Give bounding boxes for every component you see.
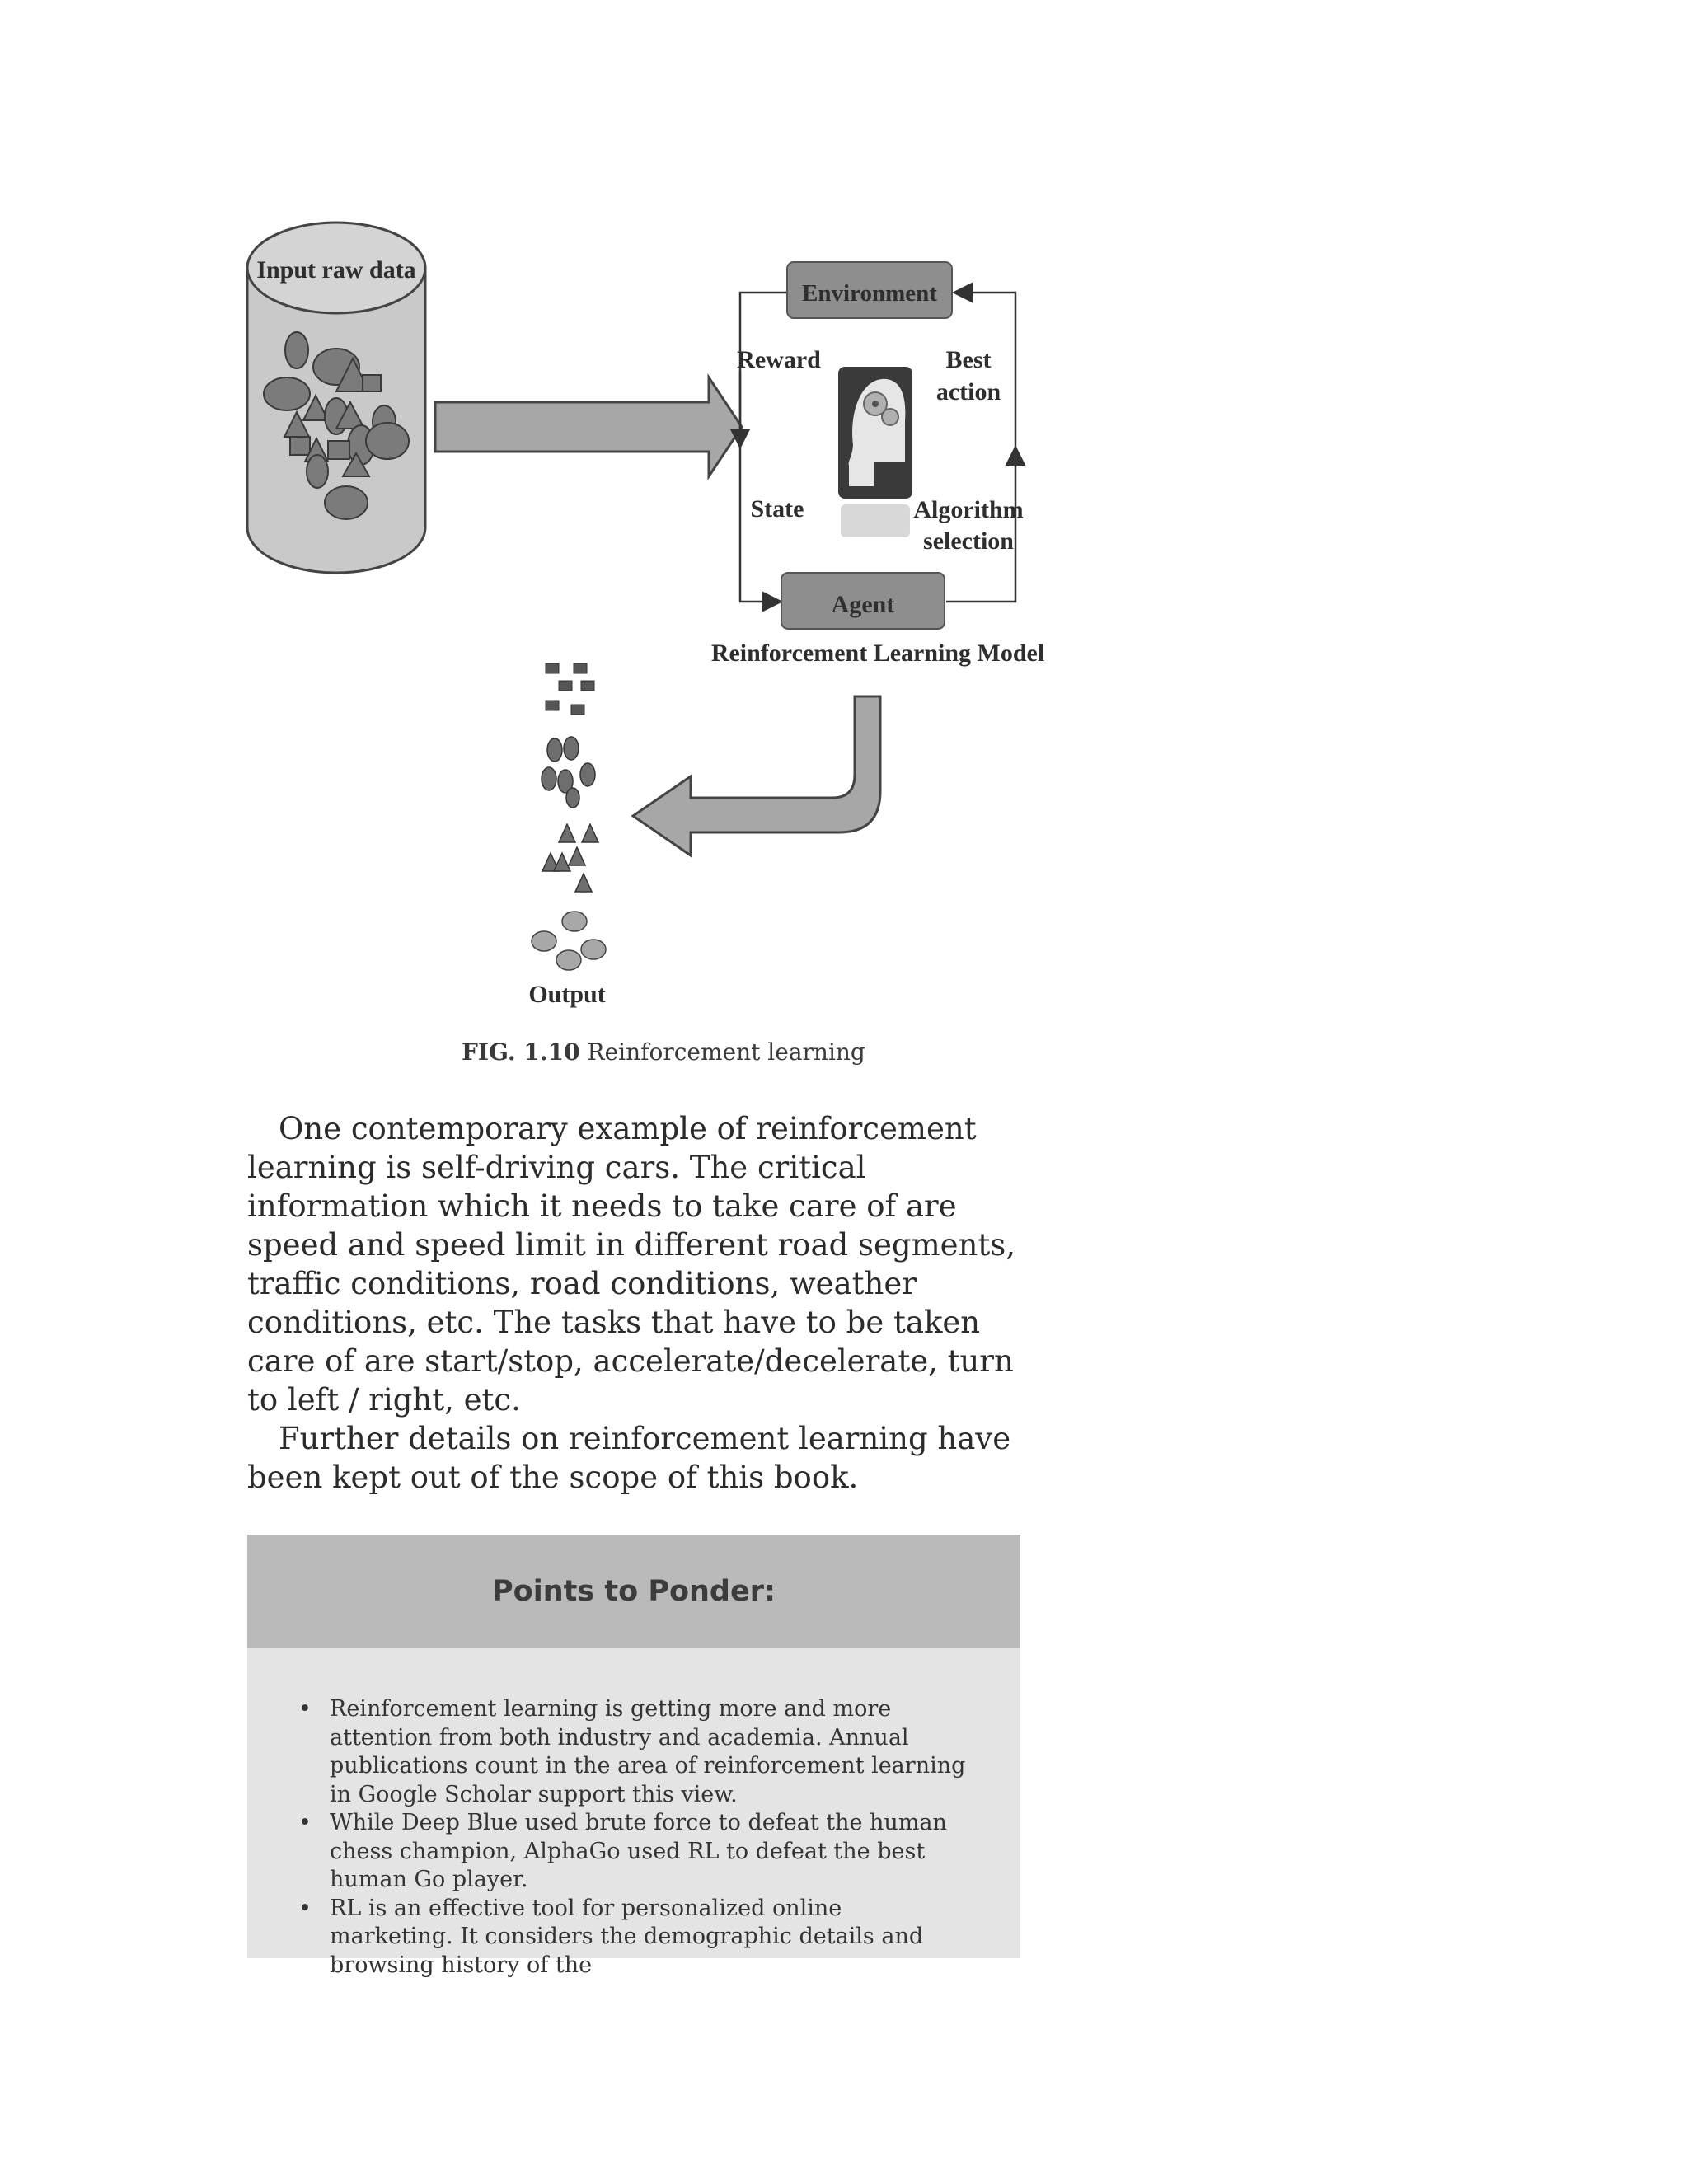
bullet-icon: • bbox=[298, 1696, 312, 1722]
points-to-ponder-list bbox=[247, 1695, 1020, 1980]
figure-caption bbox=[462, 1038, 865, 1066]
input-data-cylinder bbox=[247, 223, 425, 573]
input-data-label: Input raw data bbox=[256, 256, 416, 284]
bullet-icon: • bbox=[298, 1895, 312, 1921]
reward-label: Reward bbox=[737, 346, 821, 373]
output-circles bbox=[532, 912, 606, 970]
best-action-label-line2: action bbox=[935, 378, 1001, 405]
reinforcement-learning-figure bbox=[0, 0, 1688, 1022]
output-label: Output bbox=[528, 981, 606, 1008]
brain-head-icon bbox=[838, 367, 912, 537]
model-label: Reinforcement Learning Model bbox=[710, 640, 1045, 667]
environment-label: Environment bbox=[802, 280, 937, 307]
output-ovals bbox=[542, 737, 595, 808]
list-item bbox=[247, 1695, 1020, 1809]
algorithm-selection-label-line2: selection bbox=[923, 527, 1014, 555]
right-arrow-icon bbox=[435, 377, 742, 476]
figure-caption-text: Reinforcement learning bbox=[587, 1038, 865, 1066]
body-paragraph-2: Further details on reinforcement learning have been kept out of the scope of this book. bbox=[247, 1421, 1011, 1495]
list-item bbox=[247, 1895, 1020, 1980]
return-arrow-icon bbox=[633, 696, 880, 855]
agent-label: Agent bbox=[831, 591, 895, 618]
output-triangles bbox=[542, 824, 598, 892]
figure-number: FIG. 1.10 bbox=[462, 1038, 580, 1066]
points-to-ponder-header bbox=[247, 1535, 1020, 1648]
list-item bbox=[247, 1809, 1020, 1895]
body-paragraph-1: One contemporary example of reinforcement learning is self-driving cars. The critical information which it needs to take care of are speed and speed limit in different road segments, traffic conditions, road conditions, weather conditions, etc. The tasks that have to be taken care of are start/stop, accelerate/decelerate, turn to left / right, etc. bbox=[247, 1111, 1016, 1418]
list-item-text: Reinforcement learning is getting more and more attention from both industry and academia. Annual publications count in the area of reinforcement learning in Google Scholar support this view. bbox=[330, 1696, 966, 1807]
list-item-text: RL is an effective tool for personalized online marketing. It considers the demographic details and browsing history of the bbox=[330, 1895, 924, 1978]
output-squares bbox=[546, 663, 594, 715]
best-action-label-line1: Best bbox=[945, 346, 992, 373]
agent-box bbox=[781, 573, 945, 629]
points-to-ponder-title: Points to Ponder: bbox=[492, 1575, 776, 1608]
environment-box bbox=[787, 262, 952, 318]
bullet-icon: • bbox=[298, 1810, 312, 1835]
list-item-text: While Deep Blue used brute force to defeat the human chess champion, AlphaGo used RL to defeat the best human Go player. bbox=[330, 1810, 947, 1892]
algorithm-selection-label-line1: Algorithm bbox=[913, 496, 1024, 523]
points-to-ponder-box bbox=[247, 1535, 1020, 1978]
state-label: State bbox=[750, 495, 804, 523]
